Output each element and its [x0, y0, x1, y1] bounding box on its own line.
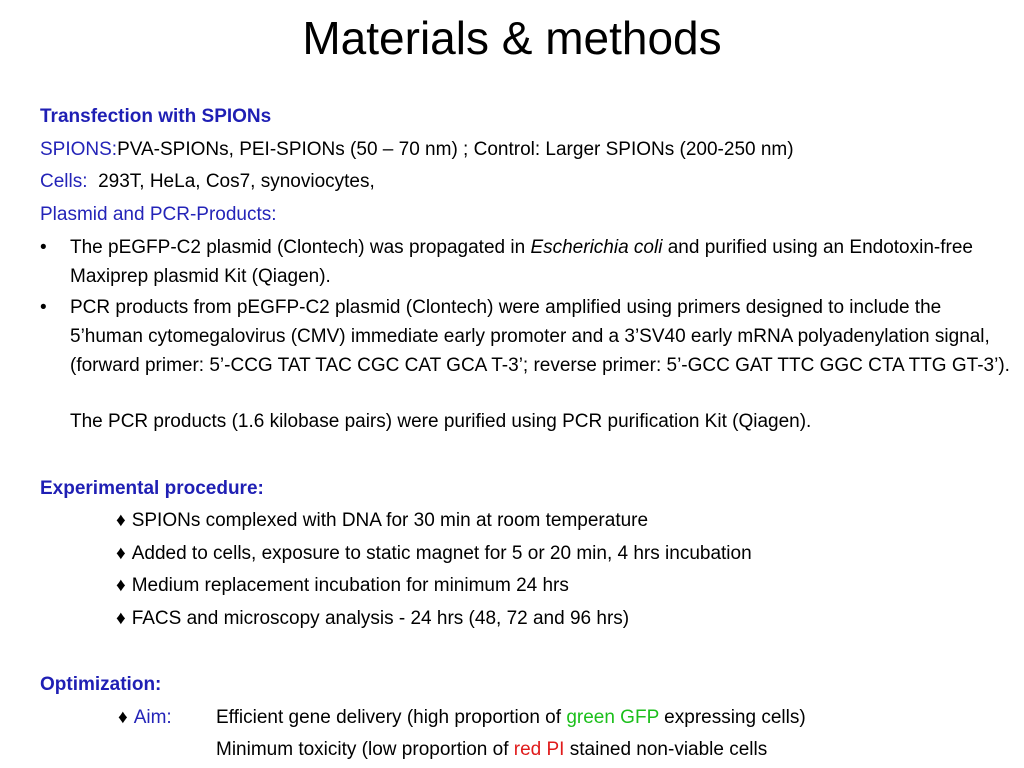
- spions-text: PVA-SPIONs, PEI-SPIONs (50 – 70 nm) ; Control: Larger SPIONs (200-250 nm): [117, 139, 794, 160]
- aim-label-line: [118, 706, 172, 730]
- step-item: ♦ Medium replacement incubation for minimum 24 hrs: [116, 575, 569, 596]
- spions-line: [40, 138, 794, 162]
- step-item: ♦ SPIONs complexed with DNA for 30 min at room temperature: [116, 510, 649, 531]
- cells-label: Cells:: [40, 171, 88, 192]
- optimization-heading: Optimization:: [40, 674, 162, 695]
- spions-label: SPIONS:: [40, 139, 118, 160]
- diamond-icon: ♦: [116, 543, 126, 564]
- diamond-icon: ♦: [116, 510, 126, 531]
- species-italic: Escherichia coli: [530, 237, 663, 258]
- aim-efficiency: Efficient gene delivery (high proportion of green GFP expressing cells): [216, 707, 806, 728]
- green-gfp-text: green GFP: [566, 707, 659, 728]
- bullet-pcr-text: PCR products from pEGFP-C2 plasmid (Clontech) were amplified using primers designed to include the 5’human cytomegalovirus (CMV) immediate early promoter and a 3’SV40 early mRNA polyadenylation signal, (forward primer: 5’-CCG TAT TAC CGC CAT GCA T-3’; reverse primer: 5’-GCC GAT TTC GGC CTA TTG GT-3’).: [70, 297, 1010, 376]
- diamond-icon: ♦: [116, 575, 126, 596]
- aim-toxicity: Minimum toxicity (low proportion of red PI stained non-viable cells: [216, 739, 768, 760]
- pcr-purification-text: The PCR products (1.6 kilobase pairs) were purified using PCR purification Kit (Qiagen).: [70, 411, 812, 432]
- slide-title: Materials & methods: [302, 12, 722, 64]
- cells-line: [40, 170, 375, 194]
- red-pi-text: red PI: [513, 739, 565, 760]
- bullet-dot: •: [40, 297, 47, 318]
- transfection-heading: Transfection with SPIONs: [40, 106, 272, 127]
- bullet-plasmid: [40, 233, 1024, 291]
- diamond-icon: ♦: [116, 608, 126, 629]
- aim-label: Aim:: [133, 707, 172, 728]
- step-item: ♦ Added to cells, exposure to static magnet for 5 or 20 min, 4 hrs incubation: [116, 543, 752, 564]
- bullet-pcr: [40, 293, 1024, 409]
- plasmid-label: Plasmid and PCR-Products:: [40, 204, 277, 225]
- experimental-heading: Experimental procedure:: [40, 478, 264, 499]
- step-item: ♦ FACS and microscopy analysis - 24 hrs (48, 72 and 96 hrs): [116, 608, 630, 629]
- diamond-icon: ♦: [118, 707, 128, 728]
- cells-text: 293T, HeLa, Cos7, synoviocytes,: [98, 171, 375, 192]
- bullet-dot: •: [40, 237, 47, 258]
- bullet-plasmid-text: The pEGFP-C2 plasmid (Clontech) was propagated in Escherichia coli and purified using an Endotoxin-free Maxiprep plasmid Kit (Qiagen).: [70, 237, 973, 287]
